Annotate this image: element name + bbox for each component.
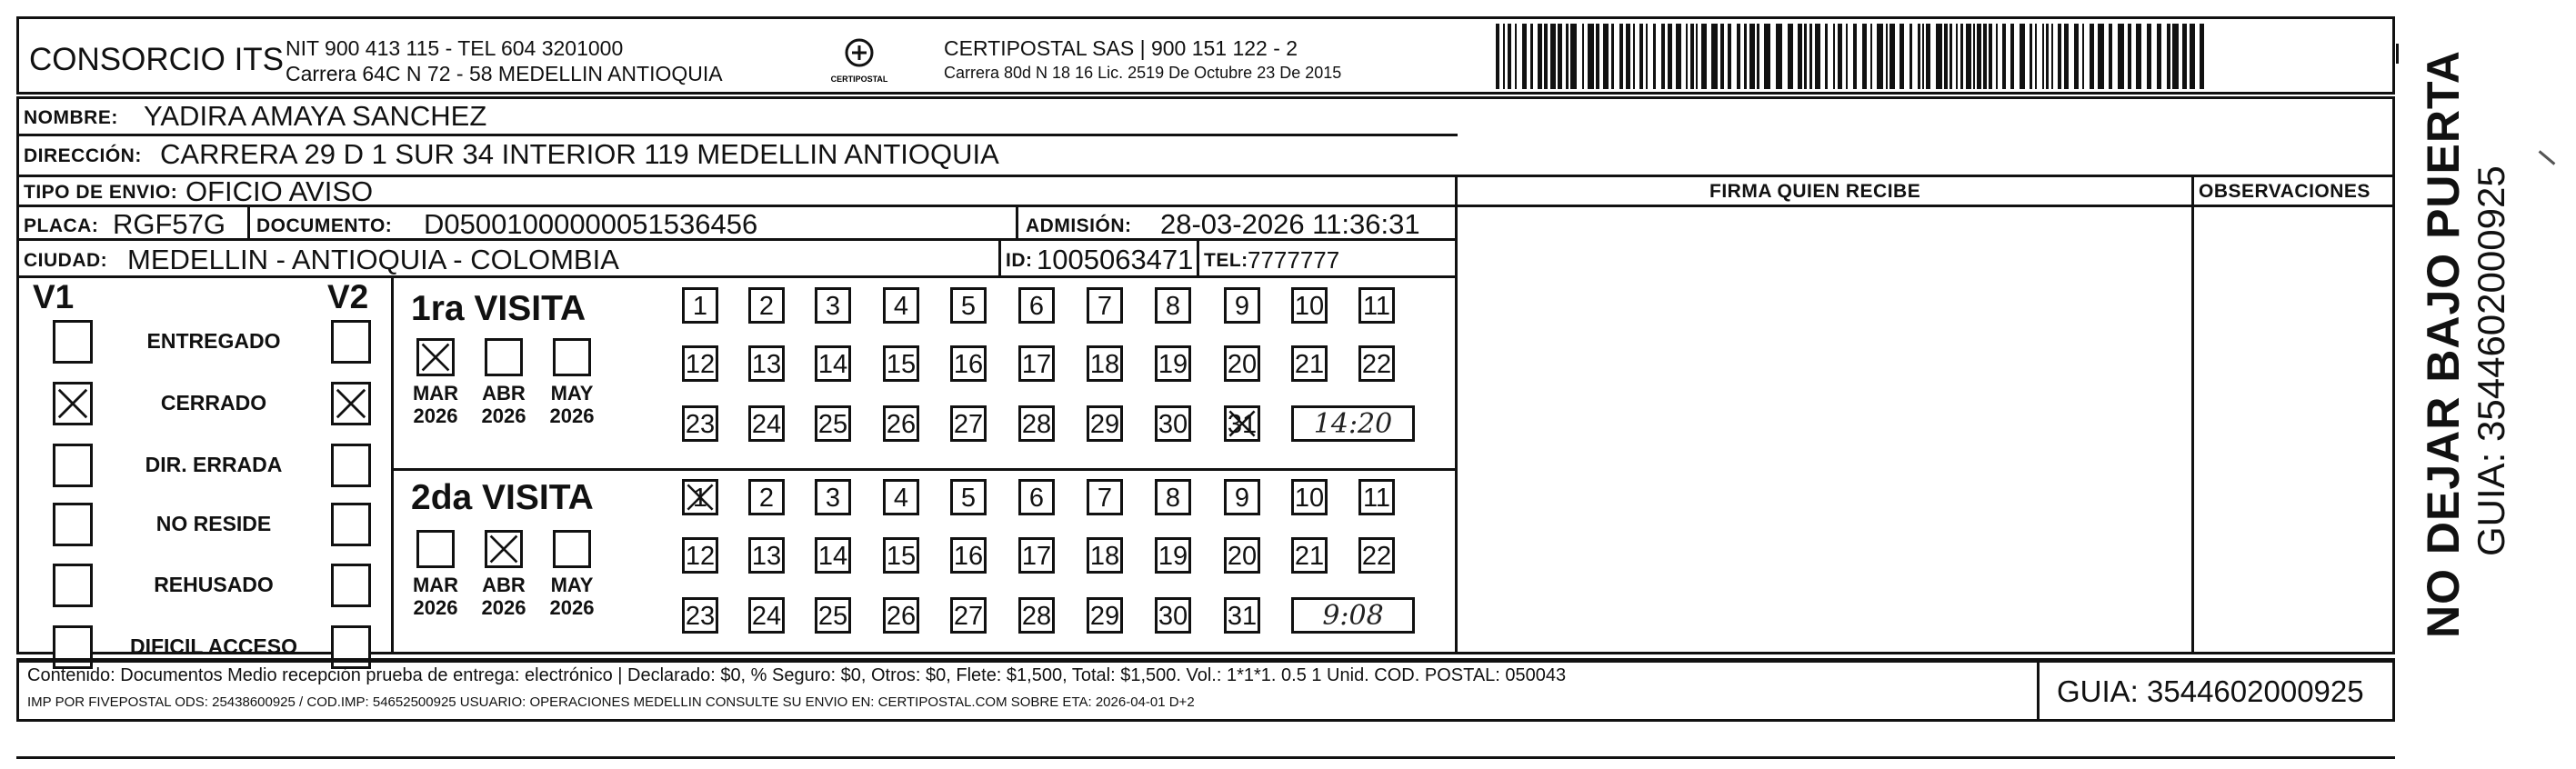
day-box: 10 bbox=[1291, 479, 1328, 515]
barcode-bar bbox=[1889, 24, 1895, 89]
nombre-value: YADIRA AMAYA SANCHEZ bbox=[144, 100, 487, 132]
barcode-bar bbox=[1877, 24, 1883, 89]
barcode-bar bbox=[1870, 24, 1872, 89]
barcode-bar bbox=[2172, 24, 2179, 89]
day-box: 25 bbox=[815, 405, 851, 442]
svg-text:CERTIPOSTAL: CERTIPOSTAL bbox=[830, 75, 888, 84]
day-box: 30 bbox=[1155, 597, 1191, 634]
barcode-bar bbox=[1558, 24, 1562, 89]
barcode-bar bbox=[1686, 24, 1688, 89]
barcode-bar bbox=[2200, 24, 2204, 89]
barcode-bar bbox=[1570, 24, 1577, 89]
visita2-title: 2da VISITA bbox=[411, 478, 594, 517]
month-label: ABR 2026 bbox=[481, 574, 526, 619]
barcode-bar bbox=[2030, 24, 2032, 89]
barcode-bar bbox=[2090, 24, 2094, 89]
day-box: 6 bbox=[1018, 287, 1055, 324]
documento-label: DOCUMENTO: bbox=[256, 215, 393, 236]
barcode-bar bbox=[1668, 24, 1672, 89]
month-checkbox bbox=[485, 338, 523, 376]
barcode-bar bbox=[1749, 24, 1755, 89]
x-mark bbox=[1227, 408, 1258, 439]
nit-line: NIT 900 413 115 - TEL 604 3201000 bbox=[286, 36, 624, 60]
day-box: 6 bbox=[1018, 479, 1055, 515]
barcode-bar bbox=[1815, 24, 1820, 89]
tipo-label: TIPO DE ENVIO: bbox=[24, 182, 178, 203]
barcode-bar bbox=[1764, 24, 1770, 89]
barcode-bar bbox=[1696, 24, 1698, 89]
day-box: 4 bbox=[883, 479, 919, 515]
month-checkbox bbox=[553, 338, 591, 376]
month-label: MAY 2026 bbox=[549, 574, 595, 619]
day-box: 21 bbox=[1291, 345, 1328, 382]
barcode-bar bbox=[2118, 24, 2124, 89]
barcode-bar bbox=[1566, 24, 1569, 89]
barcode-bar bbox=[1538, 24, 1542, 89]
firma-label: FIRMA QUIEN RECIBE bbox=[1709, 181, 1921, 202]
day-box: 14 bbox=[815, 345, 851, 382]
barcode-bar bbox=[1966, 24, 1971, 89]
month-label: ABR 2026 bbox=[481, 382, 526, 427]
v2-checkbox bbox=[331, 382, 371, 425]
day-box: 26 bbox=[883, 405, 919, 442]
month-label: MAR 2026 bbox=[412, 574, 459, 619]
visita1-title: 1ra VISITA bbox=[411, 289, 586, 328]
day-box: 14 bbox=[815, 537, 851, 574]
status-label: NO RESIDE bbox=[155, 512, 272, 535]
certipostal-license: Carrera 80d N 18 16 Lic. 2519 De Octubre 23 De 2015 bbox=[944, 64, 1342, 82]
day-box: 7 bbox=[1087, 287, 1123, 324]
barcode-bar bbox=[1833, 24, 1835, 89]
v1-checkbox bbox=[53, 564, 93, 607]
x-mark bbox=[487, 533, 520, 565]
day-box: 31 bbox=[1224, 405, 1260, 442]
admision-value: 28-03-2026 11:36:31 bbox=[1160, 208, 1420, 240]
barcode-bar bbox=[2010, 24, 2014, 89]
day-box: 18 bbox=[1087, 537, 1123, 574]
barcode-bar bbox=[1639, 24, 1643, 89]
day-box: 27 bbox=[950, 405, 987, 442]
day-box: 15 bbox=[883, 345, 919, 382]
side-guia: GUIA: 3544602000925 bbox=[2470, 165, 2512, 556]
barcode-bar bbox=[2109, 24, 2112, 89]
barcode-bar bbox=[1633, 24, 1635, 89]
barcode-bar bbox=[1711, 24, 1718, 89]
day-box: 1 bbox=[682, 479, 718, 515]
month-label: MAR 2026 bbox=[412, 382, 459, 427]
barcode-bar bbox=[2190, 24, 2195, 89]
certipostal-logo bbox=[823, 35, 896, 89]
tipo-value: OFICIO AVISO bbox=[185, 175, 374, 207]
day-box: 18 bbox=[1087, 345, 1123, 382]
status-label: CERRADO bbox=[160, 391, 267, 414]
barcode-bar bbox=[1886, 24, 1888, 89]
month-checkbox bbox=[416, 338, 455, 376]
barcode-bar bbox=[2058, 24, 2061, 89]
barcode-bar bbox=[2046, 24, 2049, 89]
day-box: 3 bbox=[815, 287, 851, 324]
nombre-label: NOMBRE: bbox=[24, 107, 118, 128]
barcode-bar bbox=[1936, 24, 1942, 89]
day-box: 1 bbox=[682, 287, 718, 324]
barcode-bar bbox=[1588, 24, 1594, 89]
barcode-bar bbox=[1973, 24, 1975, 89]
day-box: 16 bbox=[950, 537, 987, 574]
day-box: 27 bbox=[950, 597, 987, 634]
barcode-bar bbox=[2074, 24, 2079, 89]
day-box: 17 bbox=[1018, 345, 1055, 382]
barcode-bar bbox=[1944, 24, 1948, 89]
barcode-bar bbox=[1544, 24, 1548, 89]
footer-guia: GUIA: 3544602000925 bbox=[2057, 674, 2364, 708]
day-box: 25 bbox=[815, 597, 851, 634]
day-box: 29 bbox=[1087, 597, 1123, 634]
day-box: 3 bbox=[815, 479, 851, 515]
status-label: REHUSADO bbox=[154, 573, 274, 596]
day-box: 28 bbox=[1018, 405, 1055, 442]
documento-value: D05001000000051536456 bbox=[424, 208, 758, 240]
month-label: MAY 2026 bbox=[549, 382, 595, 427]
barcode-bar bbox=[1809, 24, 1812, 89]
month-checkbox bbox=[485, 530, 523, 568]
v1-label: V1 bbox=[33, 278, 75, 315]
barcode-bar bbox=[1909, 24, 1912, 89]
barcode-bar bbox=[1661, 24, 1665, 89]
day-box: 9 bbox=[1224, 479, 1260, 515]
day-box: 2 bbox=[748, 479, 785, 515]
bottom-rule bbox=[16, 756, 2395, 759]
v1-checkbox bbox=[53, 503, 93, 546]
barcode-bar bbox=[1626, 24, 1630, 89]
barcode-bar bbox=[1996, 24, 1998, 89]
day-box: 16 bbox=[950, 345, 987, 382]
observaciones-label: OBSERVACIONES bbox=[2199, 181, 2371, 202]
day-box: 17 bbox=[1018, 537, 1055, 574]
barcode-bar bbox=[1619, 24, 1623, 89]
v2-label: V2 bbox=[327, 278, 369, 315]
barcode-bar bbox=[1798, 24, 1802, 89]
imp-line: IMP POR FIVEPOSTAL ODS: 25438600925 / COD.IMP: 54652500925 USUARIO: OPERACIONES MEDELLIN CONSULTE SU ENVIO EN: CERTIPOSTAL.COM SOBRE ETA: 2026-04-01 D+2 bbox=[27, 694, 1195, 710]
month-checkbox bbox=[553, 530, 591, 568]
status-label: ENTREGADO bbox=[146, 329, 281, 353]
time-handwritten: 14:20 bbox=[1291, 405, 1415, 442]
contenido-line: Contenido: Documentos Medio recepción prueba de entrega: electrónico | Declarado: $0, % Seguro: $0, Otros: $0, Flete: $1,500, Total: $1,500. Vol.: 1*1*1. 0.5 1 Unid. COD. POSTAL: 050043 bbox=[27, 665, 1567, 685]
month-checkbox bbox=[416, 530, 455, 568]
barcode-bar bbox=[2157, 24, 2161, 89]
barcode-bar bbox=[2182, 24, 2187, 89]
barcode-bar bbox=[1960, 24, 1963, 89]
day-box: 5 bbox=[950, 287, 987, 324]
barcode-bar bbox=[1922, 24, 1924, 89]
barcode-bar bbox=[2035, 24, 2037, 89]
barcode-bar bbox=[1950, 24, 1952, 89]
barcode-bar bbox=[1550, 24, 1556, 89]
day-box: 22 bbox=[1358, 537, 1395, 574]
id-label: ID: bbox=[1006, 250, 1033, 271]
barcode-bar bbox=[1596, 24, 1599, 89]
v1-checkbox bbox=[53, 444, 93, 487]
barcode-bar bbox=[1776, 24, 1782, 89]
day-box: 9 bbox=[1224, 287, 1260, 324]
barcode-bar bbox=[1853, 24, 1857, 89]
barcode-bar bbox=[1676, 24, 1681, 89]
stray-mark bbox=[2539, 150, 2556, 165]
tel-value: 7777777 bbox=[1248, 246, 1340, 274]
barcode-bar bbox=[1701, 24, 1707, 89]
day-box: 12 bbox=[682, 537, 718, 574]
barcode-bar bbox=[2082, 24, 2084, 89]
barcode-bar bbox=[1838, 24, 1842, 89]
time-handwritten: 9:08 bbox=[1291, 597, 1415, 634]
barcode-bar bbox=[1744, 24, 1747, 89]
barcode-bar bbox=[2136, 24, 2141, 89]
barcode-bar bbox=[1508, 24, 1511, 89]
barcode-bar bbox=[2064, 24, 2069, 89]
x-mark bbox=[334, 384, 368, 423]
x-mark bbox=[685, 482, 716, 513]
day-box: 22 bbox=[1358, 345, 1395, 382]
barcode-bar bbox=[1899, 24, 1904, 89]
status-label: DIFICIL ACCESO bbox=[129, 634, 297, 658]
barcode-bar bbox=[1503, 24, 1505, 89]
barcode-bar bbox=[1522, 24, 1527, 89]
day-box: 28 bbox=[1018, 597, 1055, 634]
barcode-bar bbox=[1690, 24, 1694, 89]
barcode-bar bbox=[1918, 24, 1920, 89]
company-address: Carrera 64C N 72 - 58 MEDELLIN ANTIOQUIA bbox=[286, 62, 723, 85]
barcode-bar bbox=[2020, 24, 2025, 89]
barcode-bar bbox=[1728, 24, 1731, 89]
day-box: 20 bbox=[1224, 345, 1260, 382]
barcode-bar bbox=[2098, 24, 2104, 89]
barcode-bar bbox=[1757, 24, 1759, 89]
barcode-bar bbox=[1956, 24, 1958, 89]
day-box: 2 bbox=[748, 287, 785, 324]
placa-value: RGF57G bbox=[113, 208, 226, 240]
barcode-bar bbox=[2051, 24, 2053, 89]
barcode-bar bbox=[1611, 24, 1614, 89]
day-box: 13 bbox=[748, 345, 785, 382]
no-dejar-warning: NO DEJAR BAJO PUERTA bbox=[2418, 50, 2469, 638]
barcode-bar bbox=[1653, 24, 1656, 89]
certipostal-line: CERTIPOSTAL SAS | 900 151 122 - 2 bbox=[944, 36, 1298, 60]
barcode bbox=[1496, 24, 2214, 89]
day-box: 23 bbox=[682, 597, 718, 634]
barcode-bar bbox=[1530, 24, 1533, 89]
day-box: 24 bbox=[748, 597, 785, 634]
barcode-bar bbox=[1496, 24, 1499, 89]
barcode-bar bbox=[1983, 24, 1987, 89]
barcode-bar bbox=[2147, 24, 2151, 89]
barcode-bar bbox=[1582, 24, 1584, 89]
barcode-bar bbox=[1862, 24, 1867, 89]
day-box: 10 bbox=[1291, 287, 1328, 324]
x-mark bbox=[419, 341, 452, 374]
barcode-bar bbox=[1720, 24, 1724, 89]
day-box: 29 bbox=[1087, 405, 1123, 442]
id-value: 1005063471 bbox=[1037, 244, 1194, 275]
barcode-bar bbox=[1788, 24, 1793, 89]
v2-checkbox bbox=[331, 320, 371, 364]
day-box: 15 bbox=[883, 537, 919, 574]
v2-checkbox bbox=[331, 503, 371, 546]
day-box: 8 bbox=[1155, 479, 1191, 515]
status-label: DIR. ERRADA bbox=[145, 453, 283, 476]
day-box: 7 bbox=[1087, 479, 1123, 515]
day-box: 19 bbox=[1155, 345, 1191, 382]
barcode-bar bbox=[1846, 24, 1848, 89]
direccion-label: DIRECCIÓN: bbox=[24, 145, 142, 166]
day-box: 30 bbox=[1155, 405, 1191, 442]
barcode-bar bbox=[1989, 24, 1992, 89]
company-name: CONSORCIO ITS bbox=[29, 42, 285, 77]
barcode-bar bbox=[2002, 24, 2006, 89]
v2-checkbox bbox=[331, 444, 371, 487]
edge-mark bbox=[2396, 44, 2399, 64]
ciudad-label: CIUDAD: bbox=[24, 250, 108, 271]
day-box: 19 bbox=[1155, 537, 1191, 574]
day-box: 11 bbox=[1358, 287, 1395, 324]
barcode-bar bbox=[1515, 24, 1517, 89]
day-box: 20 bbox=[1224, 537, 1260, 574]
day-box: 24 bbox=[748, 405, 785, 442]
day-box: 5 bbox=[950, 479, 987, 515]
day-box: 26 bbox=[883, 597, 919, 634]
v1-checkbox bbox=[53, 382, 93, 425]
admision-label: ADMISIÓN: bbox=[1026, 215, 1132, 236]
v1-checkbox bbox=[53, 320, 93, 364]
barcode-bar bbox=[2167, 24, 2170, 89]
ciudad-value: MEDELLIN - ANTIOQUIA - COLOMBIA bbox=[127, 244, 619, 275]
day-box: 21 bbox=[1291, 537, 1328, 574]
day-box: 23 bbox=[682, 405, 718, 442]
barcode-bar bbox=[1926, 24, 1930, 89]
barcode-bar bbox=[1825, 24, 1828, 89]
form-box bbox=[16, 96, 2395, 654]
barcode-bar bbox=[1603, 24, 1609, 89]
x-mark bbox=[55, 384, 90, 423]
barcode-bar bbox=[2128, 24, 2131, 89]
day-box: 12 bbox=[682, 345, 718, 382]
day-box: 13 bbox=[748, 537, 785, 574]
day-box: 31 bbox=[1224, 597, 1260, 634]
barcode-bar bbox=[2042, 24, 2044, 89]
day-box: 11 bbox=[1358, 479, 1395, 515]
barcode-bar bbox=[1977, 24, 1981, 89]
direccion-value: CARRERA 29 D 1 SUR 34 INTERIOR 119 MEDELLIN ANTIOQUIA bbox=[160, 138, 999, 170]
barcode-bar bbox=[1646, 24, 1648, 89]
barcode-bar bbox=[1804, 24, 1807, 89]
barcode-bar bbox=[1737, 24, 1740, 89]
day-box: 8 bbox=[1155, 287, 1191, 324]
v2-checkbox bbox=[331, 564, 371, 607]
tel-label: TEL: bbox=[1204, 250, 1248, 271]
day-box: 4 bbox=[883, 287, 919, 324]
placa-label: PLACA: bbox=[24, 215, 99, 236]
